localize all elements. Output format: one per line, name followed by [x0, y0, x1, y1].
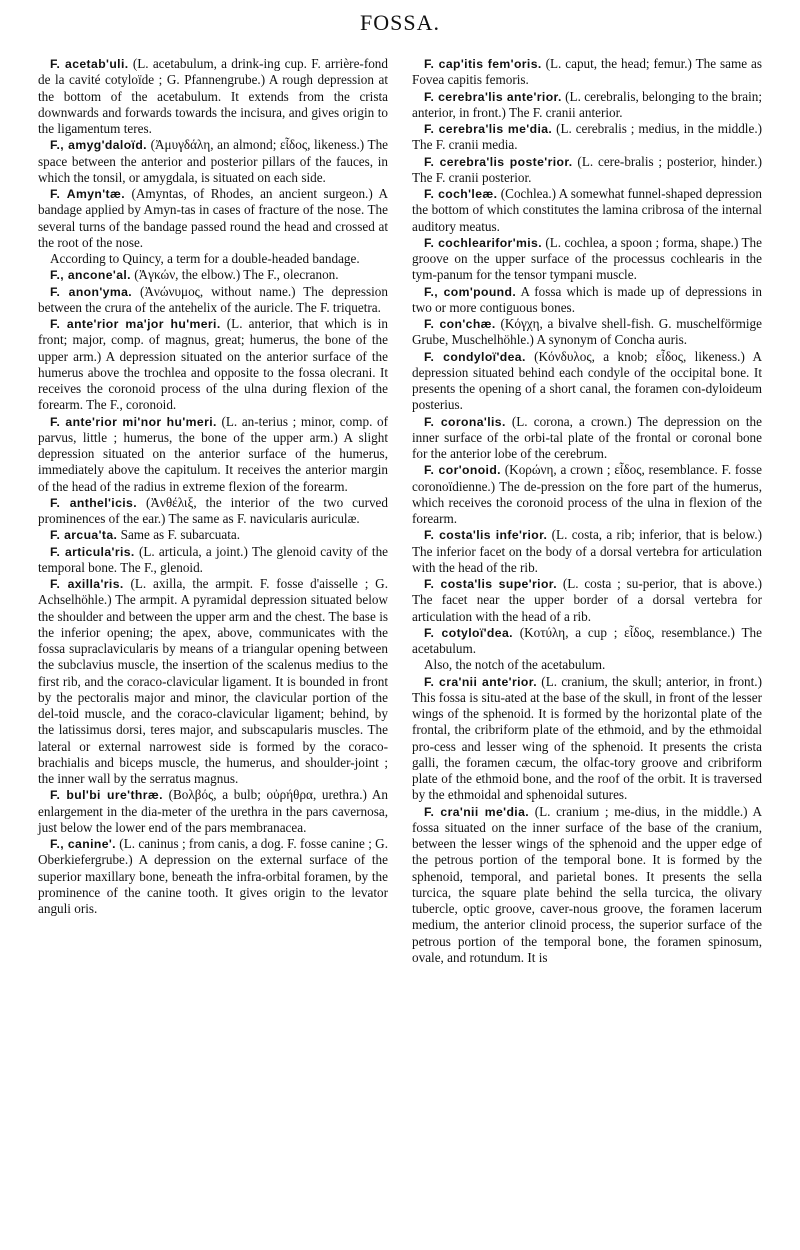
entry-definition: (L. costa, a rib; inferior, that is below.) The inferior facet on the body of a dorsal vertebra for articulation with the head of the rib.	[412, 527, 763, 575]
entry-definition: (L. costa ; su-perior, that is above.) The facet near the upper border of a dorsal vertebra for articulation with the head of a rib.	[412, 576, 763, 624]
dictionary-entry	[38, 576, 388, 787]
left-column	[38, 56, 388, 966]
entry-headword: F. cerebra'lis me'dia.	[424, 122, 553, 136]
entry-definition: (Κόνδυλος, a knob; εἶδος, likeness.) A depression situated behind each condyle of the occipital bone. It presents the opening of a short canal, the foramen con-dyloideum posterius.	[412, 348, 763, 413]
entry-headword: F. coch'leæ.	[424, 187, 498, 201]
entry-headword: F. con'chæ.	[424, 317, 496, 331]
entry-headword: F. cerebra'lis poste'rior.	[424, 154, 573, 169]
dictionary-entry	[412, 576, 762, 625]
entry-definition: (Κόγχη, a bivalve shell-fish. G. muschelförmige Grube, Muschelhöhle.) A synonym of Concha auris.	[412, 316, 762, 348]
entry-definition: (L. caninus ; from canis, a dog. F. fosse canine ; G. Oberkiefergrube.) A depression on the external surface of the superior maxillary bone, beneath the infra-orbital foramen, by the prominence of the canine tooth. It gives origin to the levator anguli oris.	[38, 836, 388, 916]
entry-definition: (Amyntas, of Rhodes, an ancient surgeon.) A bandage applied by Amyn-tas in cases of fracture of the nose. The several turns of the bandage passed round the head and crossed at the root of the nose.	[38, 186, 389, 250]
dictionary-entry	[412, 674, 762, 804]
entry-definition: (Κορώνη, a crown ; εἶδος, resemblance. F. fosse coronoïdienne.) The de-pression on the fore part of the humerus, which receives the coronoid process of the ulna in flexion of the forearm.	[412, 462, 763, 526]
running-head: FOSSA.	[360, 10, 440, 35]
entry-headword: F. cor'onoid.	[424, 463, 501, 478]
entry-definition: (L. an-terius ; minor, comp. of parvus, little ; humerus, the bone of the upper arm.) A slight depression situated on the anterior surface of the humerus, immediately above the capitulum. It receives the anterior margin of the head of the radius in extreme flexion of the forearm.	[38, 413, 389, 494]
entry-headword: F. acetab'uli.	[50, 57, 129, 71]
entry-definition: (L. cerebralis, belonging to the brain; anterior, in front.) The F. cranii anterior.	[412, 88, 762, 120]
entry-headword: F. cap'itis fem'oris.	[424, 57, 542, 71]
entry-definition: (L. acetabulum, a drink-ing cup. F. arrière-fond de la cavité cotyloïde ; G. Pfannengrube.) A rough depression at the bottom of the acetabulum. It extends from the crista downwards and forwards towards the incisura, and gives origin to the ligamentum teres.	[38, 56, 388, 136]
dictionary-entry	[38, 836, 388, 917]
right-column	[412, 56, 762, 966]
dictionary-entry	[412, 89, 762, 122]
entry-definition: (L. cere-bralis ; posterior, hinder.) The F. cranii posterior.	[412, 153, 762, 185]
entry-definition: (L. cranium, the skull; anterior, in front.) This fossa is situ-ated at the base of the skull, in front of the lesser wings of the sphenoid. It is formed by the horizontal plate of the frontal, the cribriform plate of the ethmoid, and by the ethmoidal pro-cess and lesser wing of the sphenoid. It presents the crista galli, the foramen cæcum, the olfac-tory groove and cribriform plate of the ethmoid bone, and the roof of the orbit. It is traversed by the ethmoidal and sphenoidal sutures.	[412, 673, 762, 803]
entry-headword: F. Amyn'tæ.	[50, 187, 126, 201]
entry-definition: (Ἀμυγδάλη, an almond; εἶδος, likeness.) The space between the anterior and posterior pillars of the fauces, in which the tonsil, or amygdala, is situated on each side.	[38, 137, 389, 185]
entry-definition: (L. caput, the head; femur.) The same as Fovea capitis femoris.	[412, 56, 762, 88]
dictionary-entry	[38, 267, 388, 283]
dictionary-entry	[412, 349, 762, 414]
entry-definition: (Κοτύλη, a cup ; εἶδος, resemblance.) The acetabulum.	[412, 624, 762, 656]
entry-headword: F. arcua'ta.	[50, 528, 118, 543]
entry-definition: (Βολβός, a bulb; οὐρήθρα, urethra.) An enlargement in the dia-meter of the urethra in the pars cavernosa, just below the lower end of the pars membranacea.	[38, 787, 388, 835]
entry-headword: F. cochlearifor'mis.	[424, 235, 542, 250]
dictionary-entry	[38, 527, 388, 543]
entry-definition: A fossa which is made up of depressions in two or more contiguous bones.	[412, 283, 762, 315]
entry-definition: (Cochlea.) A somewhat funnel-shaped depression the bottom of which constitutes the lamina cribrosa of the internal auditory meatus.	[412, 186, 762, 234]
entry-headword: F. cerebra'lis ante'rior.	[424, 89, 562, 104]
entry-definition: (L. cranium ; me-dius, in the middle.) A fossa situated on the inner surface of the base of the cranium, between the lesser wings of the sphenoid and the upper edge of the petrous portion of the temporal bone. It is formed by the sphenoid, temporal, and parietal bones. It presents the sella turcica, the square plate behind the sella turcica, the olivary tubercle, optic groove, caver-nous groove, the foramen lacerum medium, the anterior clinoid process, the superior surface of the petrous portion of the temporal bone, the foramen spinosum, ovale, and rotundum. It is	[412, 803, 762, 965]
entry-definition: (L. corona, a crown.) The depression on the inner surface of the orbi-tal plate of the frontal or coronal bone for the anterior lobe of the cerebrum.	[412, 413, 762, 461]
entry-headword: F. condyloï'dea.	[424, 349, 526, 364]
dictionary-entry	[412, 414, 762, 463]
dictionary-entry	[38, 544, 388, 577]
columns	[38, 56, 762, 966]
dictionary-entry	[412, 657, 762, 673]
entry-headword: F. anon'yma.	[50, 284, 133, 299]
entry-headword: F. costa'lis infe'rior.	[424, 528, 548, 543]
dictionary-entry	[38, 56, 388, 137]
dictionary-entry	[38, 137, 388, 186]
dictionary-entry	[412, 316, 762, 349]
dictionary-entry	[38, 787, 388, 836]
entry-headword: F. costa'lis supe'rior.	[424, 577, 558, 591]
dictionary-entry	[412, 186, 762, 235]
dictionary-entry	[38, 186, 388, 251]
dictionary-entry	[412, 154, 762, 187]
entry-headword: F., canine'.	[50, 837, 116, 851]
dictionary-entry	[38, 316, 388, 414]
entry-headword: F. bul'bi ure'thræ.	[50, 788, 163, 803]
entry-definition: (Ἀνώνυμος, without name.) The depression between the crura of the antehelix of the auricle. The F. triquetra.	[38, 283, 388, 315]
entry-definition: (L. cerebralis ; medius, in the middle.) The F. cranii media.	[412, 121, 763, 153]
entry-headword: F., ancone'al.	[50, 268, 131, 283]
entry-headword: F. ante'rior ma'jor hu'meri.	[50, 317, 221, 331]
dictionary-entry	[412, 56, 762, 89]
entry-definition: (Ἀγκών, the elbow.) The F., olecranon.	[134, 267, 339, 283]
dictionary-entry	[412, 284, 762, 317]
entry-definition: (L. axilla, the armpit. F. fosse d'aisselle ; G. Achselhöhle.) The armpit. A pyramidal depression situated below the shoulder and between the upper arm and the chest. The base is the inferior opening; the apex, above, communicates with the fossa supraclavicularis by means of a triangular opening between the subclavius muscle, the insertion of the scalenus medius to the first rib, and the coraco-clavicular ligament. It is bounded in front by the pectoralis major and minor, the clavicular portion of the del-toid muscle, and the coraco-clavicular ligament; behind, by the latissimus dorsi, teres major, and subscapularis muscles. The lateral or external narrowest side is formed by the coraco-brachialis and biceps muscle, the humerus, and shoulder-joint ; the inner wall by the serratus magnus.	[38, 576, 388, 786]
dictionary-entry	[38, 251, 388, 267]
dictionary-entry	[38, 414, 388, 495]
dictionary-entry	[412, 625, 762, 658]
entry-headword: F. articula'ris.	[50, 544, 135, 559]
dictionary-entry	[412, 235, 762, 284]
entry-definition: Same as F. subarcuata.	[120, 527, 241, 543]
entry-headword: F. cotyloï'dea.	[424, 625, 513, 640]
entry-headword: F. cra'nii ante'rior.	[424, 674, 538, 689]
dictionary-entry	[38, 495, 388, 528]
entry-headword: F. corona'lis.	[424, 414, 506, 429]
entry-definition: Also, the notch of the acetabulum.	[424, 657, 606, 673]
dictionary-entry	[412, 121, 762, 154]
entry-definition: According to Quincy, a term for a double-headed bandage.	[50, 251, 360, 266]
entry-headword: F., com'pound.	[424, 284, 517, 299]
entry-definition: (L. anterior, that which is in front; major, comp. of magnus, great; humerus, the bone of the upper arm.) A depression situated on the anterior surface of the humerus above the trochlea and opposite to the fossa olecrani. It receives the coronoid process of the ulna during flexion of the forearm. The F., coronoid.	[38, 316, 388, 413]
dictionary-entry	[412, 462, 762, 527]
entry-headword: F., amyg'daloïd.	[50, 138, 147, 153]
dictionary-entry	[412, 527, 762, 576]
entry-headword: F. axilla'ris.	[50, 577, 124, 591]
dictionary-entry	[412, 804, 762, 967]
entry-definition: (L. articula, a joint.) The glenoid cavity of the temporal bone. The F., glenoid.	[38, 543, 389, 575]
entry-headword: F. anthel'icis.	[50, 495, 138, 510]
entry-definition: (Ἀνθέλιξ, the interior of the two curved prominences of the ear.) The same as F. navicularis auriculæ.	[38, 494, 389, 526]
entry-definition: (L. cochlea, a spoon ; forma, shape.) The groove on the upper surface of the processus cochlearis in the tym-panum for the tensor tympani muscle.	[412, 234, 763, 283]
dictionary-entry	[38, 284, 388, 317]
entry-headword: F. cra'nii me'dia.	[424, 804, 530, 819]
entry-headword: F. ante'rior mi'nor hu'meri.	[50, 414, 217, 429]
